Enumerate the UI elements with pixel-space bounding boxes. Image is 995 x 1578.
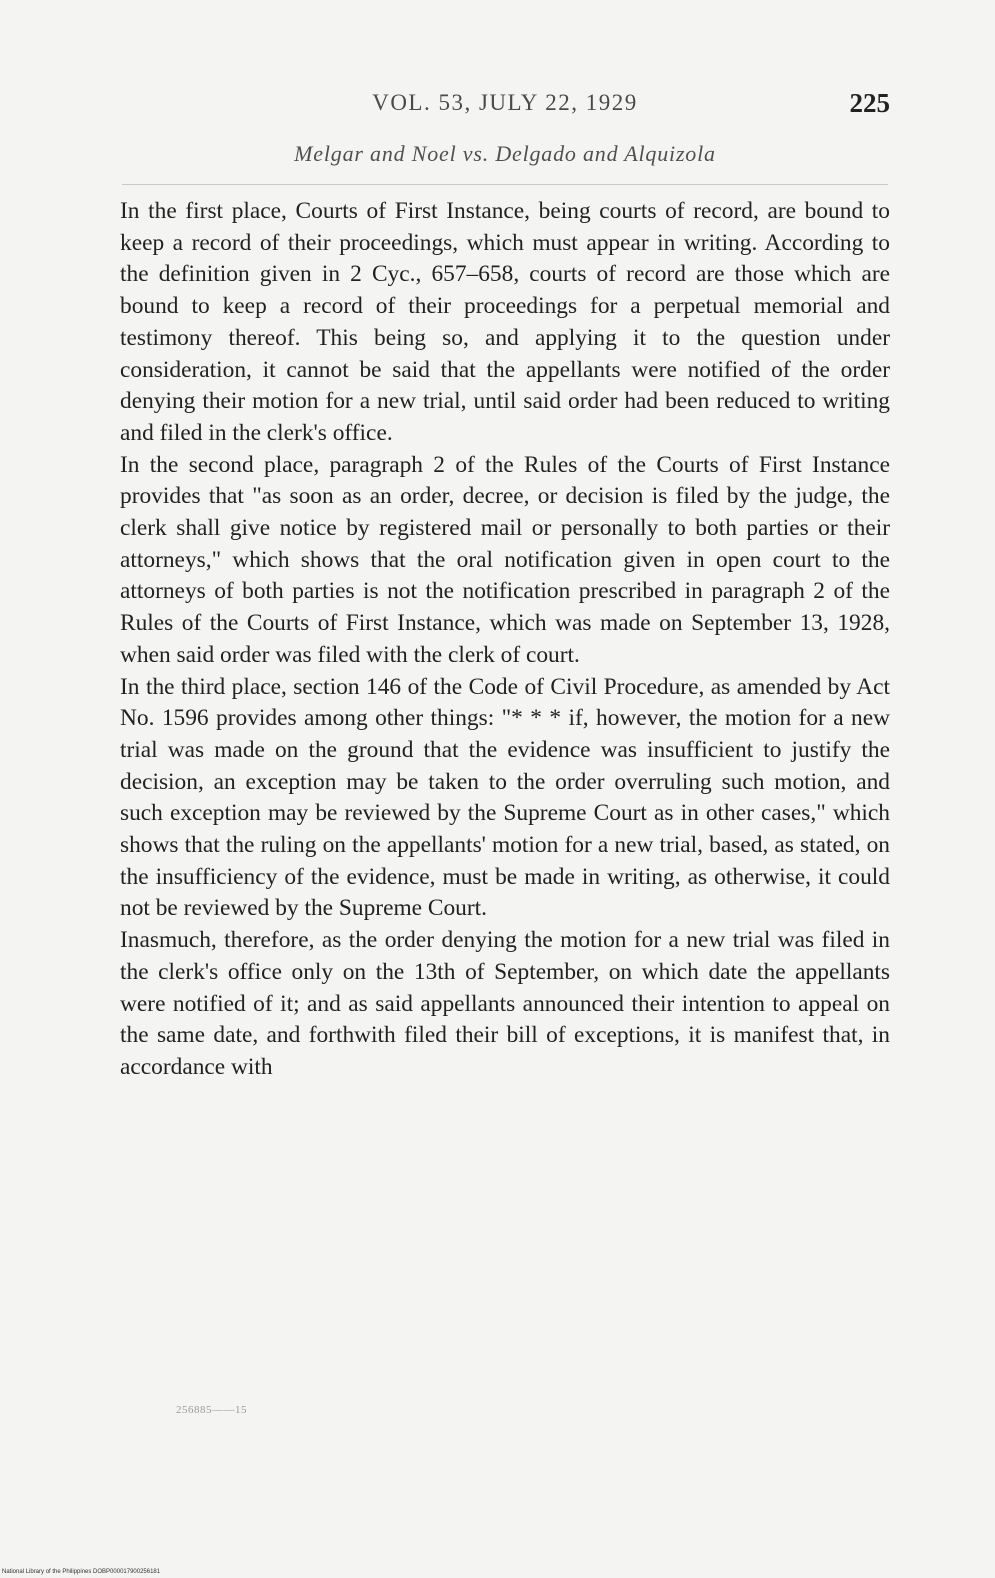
printer-signature-mark: 256885——15 xyxy=(176,1404,247,1416)
case-caption: Melgar and Noel vs. Delgado and Alquizola xyxy=(294,141,716,166)
paragraph-third-place: In the third place, section 146 of the Code of Civil Procedure, as amended by Act No. 1596 provides among other things: "* * * if, however, the motion for a new trial was made on the ground that the evidence was insufficient to justify the decision, an exception may be taken to the order overruling such motion, and such exception may be reviewed by the Supreme Court as in other cases," which shows that the ruling on the appellants' motion for a new trial, based, as stated, on the insufficiency of the evidence, must be made in writing, as otherwise, it could not be reviewed by the Supreme Court. xyxy=(120,673,890,922)
page-header xyxy=(120,88,890,128)
paragraph-second-place: In the second place, paragraph 2 of the Rules of the Courts of First Instance provides that "as soon as an order, decree, or decision is filed by the judge, the clerk shall give notice by registered mail or personally to both parties or their attorneys," which shows that the oral notification given in open court to the attorneys of both parties is not the notification prescribed in paragraph 2 of the Rules of the Courts of First Instance, which was made on September 13, 1928, when said order was filed with the clerk of court. xyxy=(120,451,890,668)
running-title: VOL. 53, JULY 22, 1929 xyxy=(372,90,638,115)
paragraph-inasmuch: Inasmuch, therefore, as the order denying the motion for a new trial was filed in the clerk's office only on the 13th of September, on which date the appellants were notified of it; and as said appellants announced their intention to appeal on the same date, and forthwith filed their bill of exceptions, it is manifest that, in accordance with xyxy=(120,927,890,1080)
page-number: 225 xyxy=(849,88,890,118)
paragraph-first-place: In the first place, Courts of First Instance, being courts of record, are bound to keep a record of their proceedings, which must appear in writing. According to the definition given in 2 Cyc., 657–658, courts of record are those which are bound to keep a record of their proceedings for a perpetual memorial and testimony thereof. This being so, and applying it to the question under consideration, it cannot be said that the appellants were notified of the order denying their motion for a new trial, until said order had been reduced to writing and filed in the clerk's office. xyxy=(120,198,890,446)
library-watermark: National Library of the Philippines DOBP000017900256181 xyxy=(2,1569,161,1575)
body-text xyxy=(120,196,890,1084)
header-divider xyxy=(122,184,888,185)
